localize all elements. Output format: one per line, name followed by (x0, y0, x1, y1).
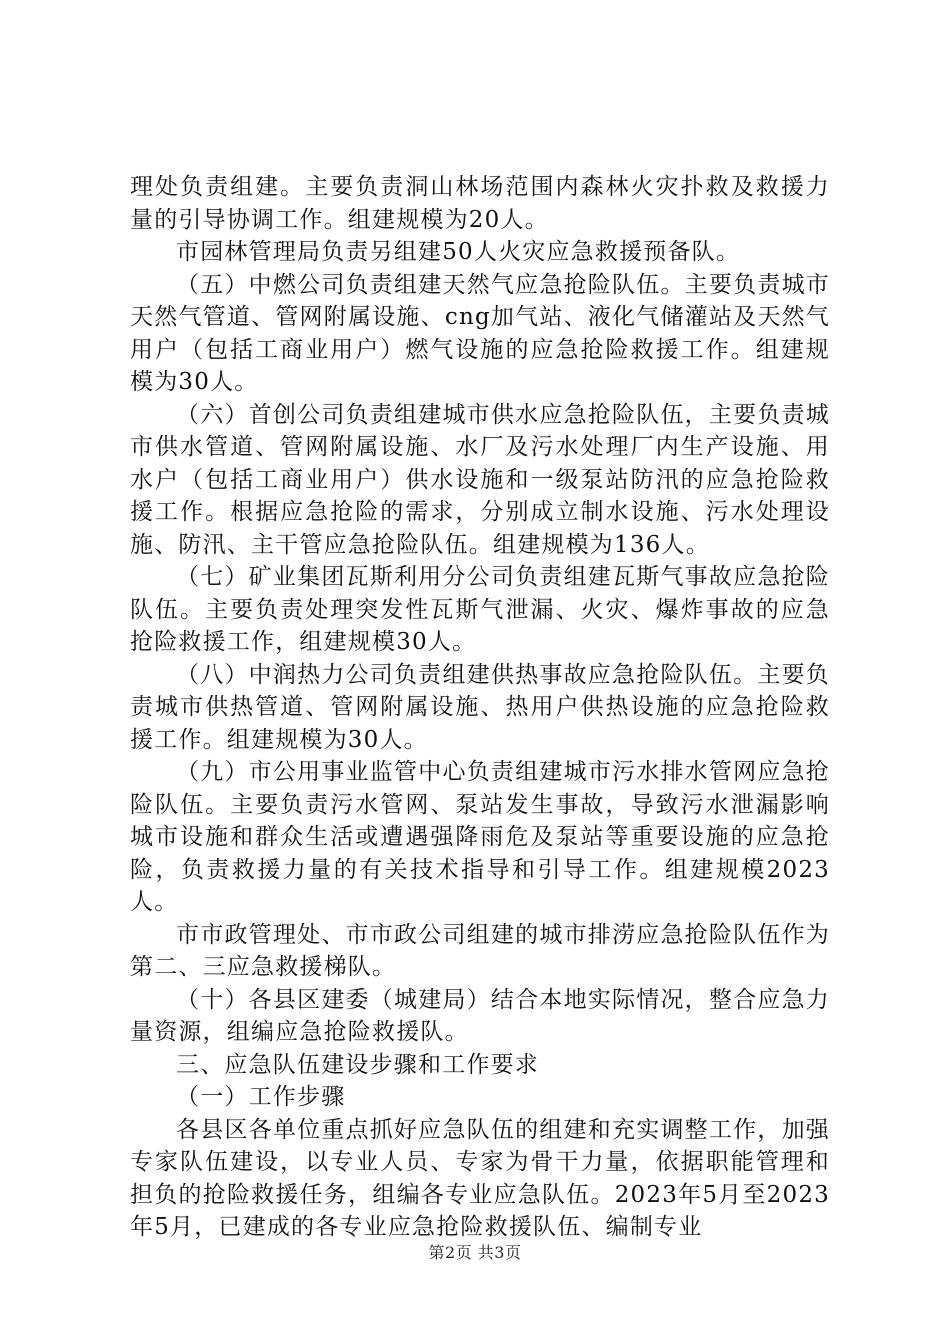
paragraph-1: 理处负责组建。主要负责洞山林场范围内森林火灾扑救及救援力量的引导协调工作。组建规模为20人。 (130, 174, 830, 233)
paragraph-4: （六）首创公司负责组建城市供水应急抢险队伍，主要负责城市供水管道、管网附属设施、水厂及污水处理厂内生产设施、用水户（包括工商业用户）供水设施和一级泵站防汛的应急抢险救援工作。根据应急抢险的需求，分别成立制水设施、污水处理设施、防汛、主干管应急抢险队伍。组建规模为136人。 (130, 401, 830, 558)
paragraph-3: （五）中燃公司负责组建天然气应急抢险队伍。主要负责城市天然气管道、管网附属设施、cng加气站、液化气储灌站及天然气用户（包括工商业用户）燃气设施的应急抢险救援工作。组建规模为30人。 (130, 271, 830, 395)
document-body (130, 171, 830, 1244)
section-heading: 三、应急队伍建设步骤和工作要求 (176, 1051, 539, 1078)
paragraph-5: （七）矿业集团瓦斯利用分公司负责组建瓦斯气事故应急抢险队伍。主要负责处理突发性瓦斯气泄漏、火灾、爆炸事故的应急抢险救援工作，组建规模30人。 (130, 564, 830, 655)
paragraph-6: （八）中润热力公司负责组建供热事故应急抢险队伍。主要负责城市供热管道、管网附属设施、热用户供热设施的应急抢险救援工作。组建规模为30人。 (130, 661, 830, 753)
paragraph-7: （九）市公用事业监管中心负责组建城市污水排水管网应急抢险队伍。主要负责污水管网、泵站发生事故，导致污水泄漏影响城市设施和群众生活或遭遇强降雨危及泵站等重要设施的应急抢险，负责救援力量的有关技术指导和引导工作。组建规模2023人。 (130, 759, 830, 915)
paragraph-12: 各县区各单位重点抓好应急队伍的组建和充实调整工作，加强专家队伍建设，以专业人员、专家为骨干力量，依据职能管理和担负的抢险救援任务，组编各专业应急队伍。2023年5月至2023年5月，已建成的各专业应急抢险救援队伍、编制专业 (130, 1116, 830, 1240)
page-footer: 第2页 共3页 (428, 1243, 522, 1262)
subsection-heading: （一）工作步骤 (176, 1084, 346, 1110)
paragraph-8: 市市政管理处、市市政公司组建的城市排涝应急抢险队伍作为第二、三应急救援梯队。 (130, 921, 830, 980)
paragraph-2: 市园林管理局负责另组建50人火灾应急救援预备队。 (176, 239, 741, 265)
paragraph-9: （十）各县区建委（城建局）结合本地实际情况，整合应急力量资源，组编应急抢险救援队。 (130, 986, 830, 1045)
